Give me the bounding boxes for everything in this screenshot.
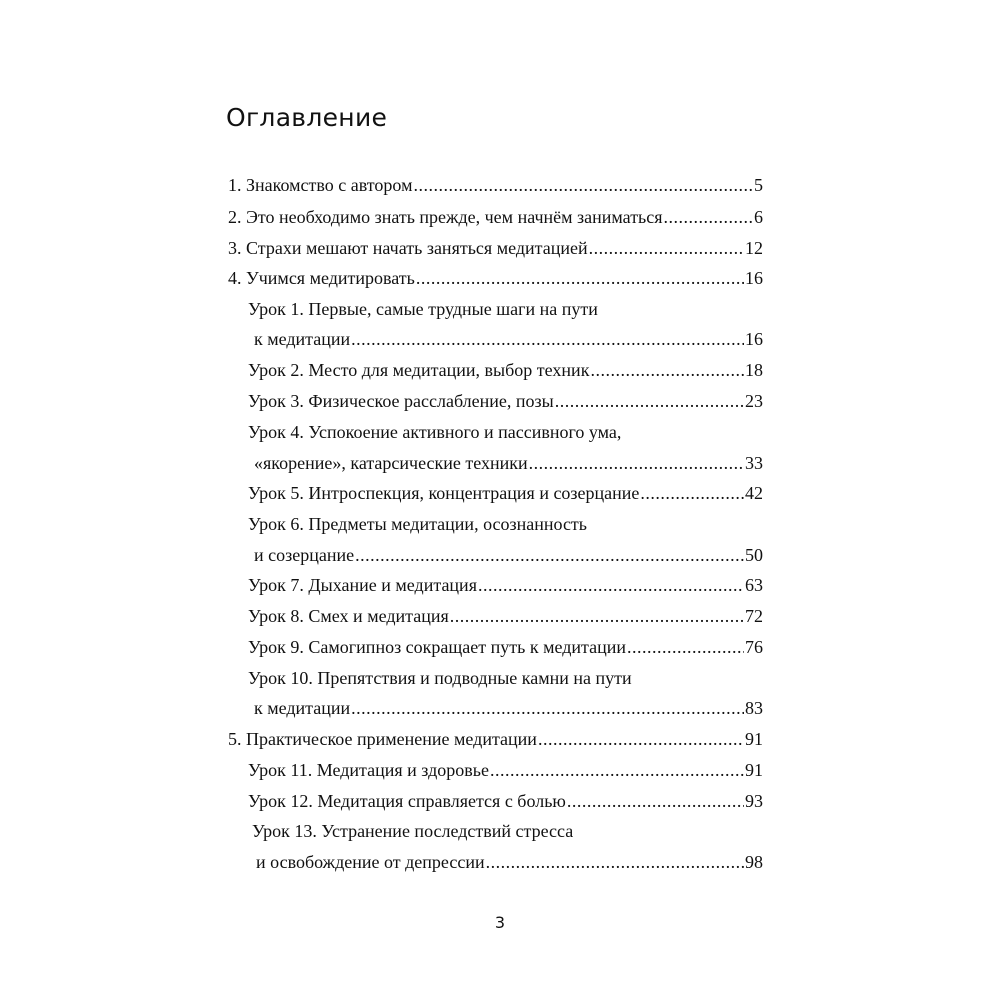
toc-entry — [228, 172, 763, 198]
toc-entry-text: к медитации — [254, 698, 351, 718]
toc-entry — [228, 235, 763, 261]
toc-entry-page: 16 — [745, 268, 763, 288]
toc-entry-line-1 — [252, 818, 573, 844]
toc-entry-page: 91 — [745, 760, 763, 780]
toc-entry-text: Урок 3. Физическое расслабление, позы — [248, 391, 554, 411]
toc-entry-text: и созерцание — [254, 545, 355, 565]
toc-entry-text: Урок 5. Интроспекция, концентрация и созерцание — [248, 483, 640, 503]
toc-entry-page: 33 — [745, 453, 763, 473]
toc-entry — [228, 265, 763, 291]
toc-leader-dots — [478, 572, 744, 598]
toc-entry-text: Урок 4. Успокоение активного и пассивного ума, — [248, 422, 622, 442]
toc-entry-page: 6 — [754, 207, 763, 227]
toc-leader-dots — [590, 357, 744, 383]
toc-entry-text: 1. Знакомство с автором — [228, 175, 413, 195]
toc-entry — [248, 388, 763, 414]
toc-entry-text: Урок 7. Дыхание и медитация — [248, 575, 477, 595]
toc-entry — [248, 480, 763, 506]
toc-entry-page: 98 — [745, 852, 763, 872]
toc-entry-line-1 — [248, 511, 587, 537]
toc-leader-dots — [627, 634, 744, 660]
toc-entry-page: 12 — [745, 238, 763, 258]
toc-entry-page: 50 — [745, 545, 763, 565]
toc-leader-dots — [529, 450, 744, 476]
toc-entry-page: 91 — [745, 729, 763, 749]
toc-entry-text: Урок 1. Первые, самые трудные шаги на пути — [248, 299, 598, 319]
toc-entry-text: Урок 10. Препятствия и подводные камни на пути — [248, 668, 632, 688]
toc-entry — [248, 357, 763, 383]
toc-entry-text: Урок 6. Предметы медитации, осознанность — [248, 514, 588, 534]
toc-entry — [256, 849, 763, 875]
toc-entry — [228, 204, 763, 230]
toc-entry-page: 16 — [745, 329, 763, 349]
toc-entry-text: Урок 13. Устранение последствий стресса — [252, 821, 574, 841]
toc-leader-dots — [416, 265, 744, 291]
toc-leader-dots — [567, 788, 744, 814]
toc-entry — [228, 726, 763, 752]
toc-entry-page: 23 — [745, 391, 763, 411]
toc-leader-dots — [355, 542, 744, 568]
toc-leader-dots — [351, 326, 744, 352]
toc-entry-text: 2. Это необходимо знать прежде, чем начнём заниматься — [228, 207, 663, 227]
toc-leader-dots — [555, 388, 744, 414]
toc-leader-dots — [589, 235, 744, 261]
toc-leader-dots — [664, 204, 753, 230]
toc-leader-dots — [640, 480, 744, 506]
toc-leader-dots — [538, 726, 744, 752]
toc-entry-page: 72 — [745, 606, 763, 626]
toc-entry-line-1 — [248, 419, 621, 445]
toc-entry — [248, 572, 763, 598]
toc-entry-text: «якорение», катарсические техники — [254, 453, 528, 473]
toc-entry — [254, 542, 763, 568]
toc-entry — [248, 788, 763, 814]
toc-entry-page: 63 — [745, 575, 763, 595]
toc-title: Оглавление — [226, 103, 388, 132]
toc-entry — [254, 450, 763, 476]
toc-entry-text: Урок 11. Медитация и здоровье — [248, 760, 489, 780]
toc-entry — [248, 603, 763, 629]
toc-entry-page: 5 — [754, 175, 763, 195]
toc-entry-page: 93 — [745, 791, 763, 811]
toc-entry-text: Урок 2. Место для медитации, выбор техник — [248, 360, 590, 380]
page-number: 3 — [494, 913, 506, 932]
toc-entry — [254, 695, 763, 721]
toc-entry — [254, 326, 763, 352]
toc-entry-text: Урок 8. Смех и медитация — [248, 606, 449, 626]
toc-entry-page: 83 — [745, 698, 763, 718]
toc-entry-text: и освобождение от депрессии — [256, 852, 485, 872]
toc-entry — [248, 634, 763, 660]
toc-entry — [248, 757, 763, 783]
toc-leader-dots — [490, 757, 744, 783]
toc-entry-text: 4. Учимся медитировать — [228, 268, 415, 288]
toc-leader-dots — [486, 849, 744, 875]
toc-leader-dots — [413, 172, 753, 198]
toc-entry-page: 42 — [745, 483, 763, 503]
toc-leader-dots — [351, 695, 744, 721]
toc-entry-line-1 — [248, 296, 598, 322]
toc-entry-page: 76 — [745, 637, 763, 657]
toc-entry-text: к медитации — [254, 329, 351, 349]
toc-entry-page: 18 — [745, 360, 763, 380]
toc-leader-dots — [450, 603, 744, 629]
toc-entry-text: 5. Практическое применение медитации — [228, 729, 537, 749]
toc-entry-line-1 — [248, 665, 632, 691]
toc-entry-text: Урок 12. Медитация справляется с болью — [248, 791, 566, 811]
toc-entry-text: 3. Страхи мешают начать заняться медитацией — [228, 238, 588, 258]
toc-entry-text: Урок 9. Самогипноз сокращает путь к медитации — [248, 637, 626, 657]
